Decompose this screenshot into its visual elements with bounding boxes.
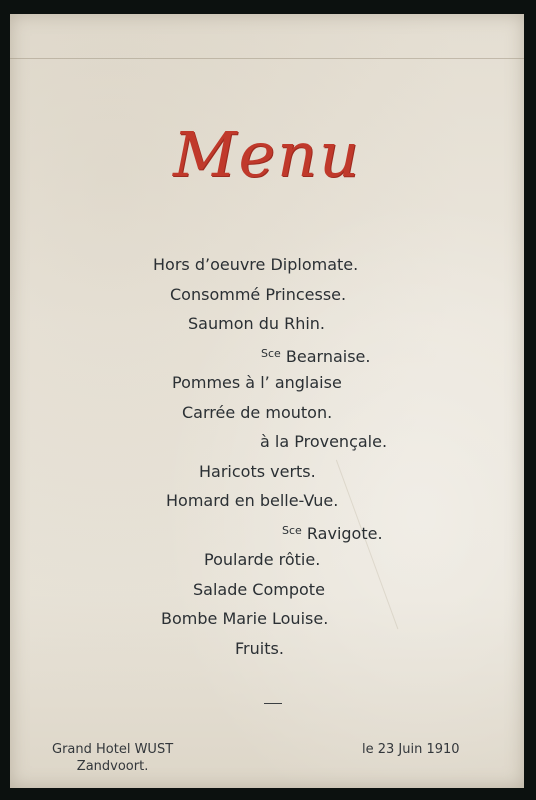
card-fold-line xyxy=(10,58,524,59)
course-item: Haricots verts. xyxy=(199,461,316,481)
menu-divider xyxy=(264,703,282,704)
course-item: Salade Compote xyxy=(193,579,325,599)
hotel-line-2: Zandvoort. xyxy=(76,759,149,774)
course-item: Hors d’oeuvre Diplomate. xyxy=(153,255,359,274)
hotel-line-1: Grand Hotel WUST xyxy=(52,742,174,757)
sauce-prefix: Sce xyxy=(282,523,302,537)
course-item: $^{Sce}$ Ravigote. xyxy=(282,523,383,543)
course-item: Pommes à l’ anglaise xyxy=(172,373,342,392)
menu-date: le 23 Juin 1910 xyxy=(362,742,460,757)
course-item: à la Provençale. xyxy=(260,432,388,451)
course-item: $^{Sce}$ Bearnaise. xyxy=(261,346,371,366)
course-item: Bombe Marie Louise. xyxy=(161,609,329,628)
course-item: Carrée de mouton. xyxy=(182,402,333,422)
course-item: Consommé Princesse. xyxy=(170,284,347,304)
hotel-name xyxy=(52,741,173,775)
course-list xyxy=(10,250,524,663)
sauce-prefix: Sce xyxy=(261,346,281,360)
menu-title: Menu xyxy=(172,118,362,191)
course-item: Poularde rôtie. xyxy=(204,550,321,569)
course-item: Saumon du Rhin. xyxy=(188,314,326,333)
course-item: Fruits. xyxy=(235,638,284,658)
menu-card xyxy=(10,14,524,788)
course-item: Homard en belle-Vue. xyxy=(166,491,339,510)
